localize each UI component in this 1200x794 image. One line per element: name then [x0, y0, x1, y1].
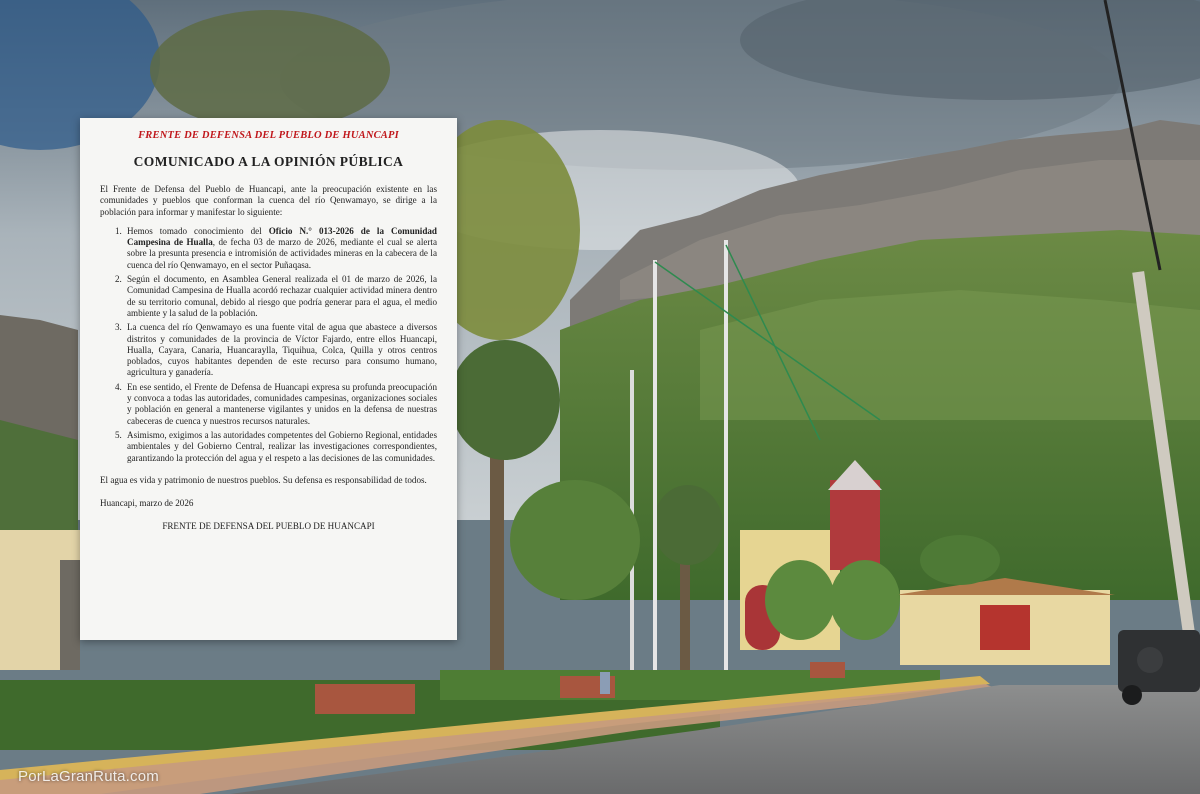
item-text-pre: Asimismo, exigimos a las autoridades competentes del Gobierno Regional, entidades ambientales y del Gobierno Central, realizar las investigaciones correspondientes, garantizando la protección del agua y el respeto a las decisiones de las comunidades. — [127, 429, 437, 463]
list-item — [100, 322, 437, 378]
item-text-bold: Oficio N.° 013-2026 de la Comunidad Campesina de Hualla — [127, 225, 437, 248]
item-text-pre: En ese sentido, el Frente de Defensa de Huancapi expresa su profunda preocupación y convoca a todas las autoridades, comunidades campesinas, organizaciones sociales y población en general a mantenerse vigilantes y unidos en la defensa de nuestras cabeceras de cuenca y nuestros recursos naturales. — [127, 381, 437, 426]
item-text-post: , de fecha 03 de marzo de 2026, mediante el cual se alerta sobre la presunta presencia e intromisión de actividades mineras en la cabecera de la cuenca del río Qenwamayo, en el sector Puñaqasa. — [127, 237, 437, 270]
item-number: 5. — [115, 429, 122, 440]
list-item — [100, 226, 437, 271]
item-number: 2. — [115, 274, 122, 285]
document-signature: FRENTE DE DEFENSA DEL PUEBLO DE HUANCAPI — [162, 521, 375, 532]
document-organization: FRENTE DE DEFENSA DEL PUEBLO DE HUANCAPI — [138, 130, 399, 141]
document-points — [100, 226, 437, 464]
item-text-pre: La cuenca del río Qenwamayo es una fuente vital de agua que abastece a diversos distritos y comunidades de la provincia de Víctor Fajardo, entre ellos Huancapi, Hualla, Cayara, Canaria, Huancaraylla, Tiquihua, Colca, Quilla y otros centros poblados, cuyos habitantes dependen de este recurso para consumo humano, agricultura y ganadería. — [127, 322, 437, 378]
item-text-pre: Según el documento, en Asamblea General realizada el 01 de marzo de 2026, la Comunidad Campesina de Hualla acordó rechazar cualquier actividad minera dentro de su territorio comunal, debido al riesgo que podría generar para el agua, el medio ambiente y la salud de la población. — [127, 274, 437, 318]
list-item — [100, 382, 437, 427]
list-item — [100, 430, 437, 464]
item-number: 4. — [115, 381, 122, 392]
item-number: 3. — [115, 322, 122, 333]
document-place-date: Huancapi, marzo de 2026 — [100, 498, 194, 509]
list-item — [100, 274, 437, 319]
site-watermark: PorLaGranRuta.com — [18, 768, 159, 785]
item-number: 1. — [115, 225, 122, 236]
document-title: COMUNICADO A LA OPINIÓN PÚBLICA — [133, 154, 404, 169]
communique-document — [80, 118, 457, 640]
document-closing: El agua es vida y patrimonio de nuestros pueblos. Su defensa es responsabilidad de todos. — [100, 474, 427, 485]
item-text-pre: Hemos tomado conocimiento del — [127, 225, 269, 236]
document-intro: El Frente de Defensa del Pueblo de Huancapi, ante la preocupación existente en las comunidades y pueblos que conforman la cuenca del río Qenwamayo, se dirige a la población para informar y manifestar lo siguiente: — [100, 184, 437, 217]
